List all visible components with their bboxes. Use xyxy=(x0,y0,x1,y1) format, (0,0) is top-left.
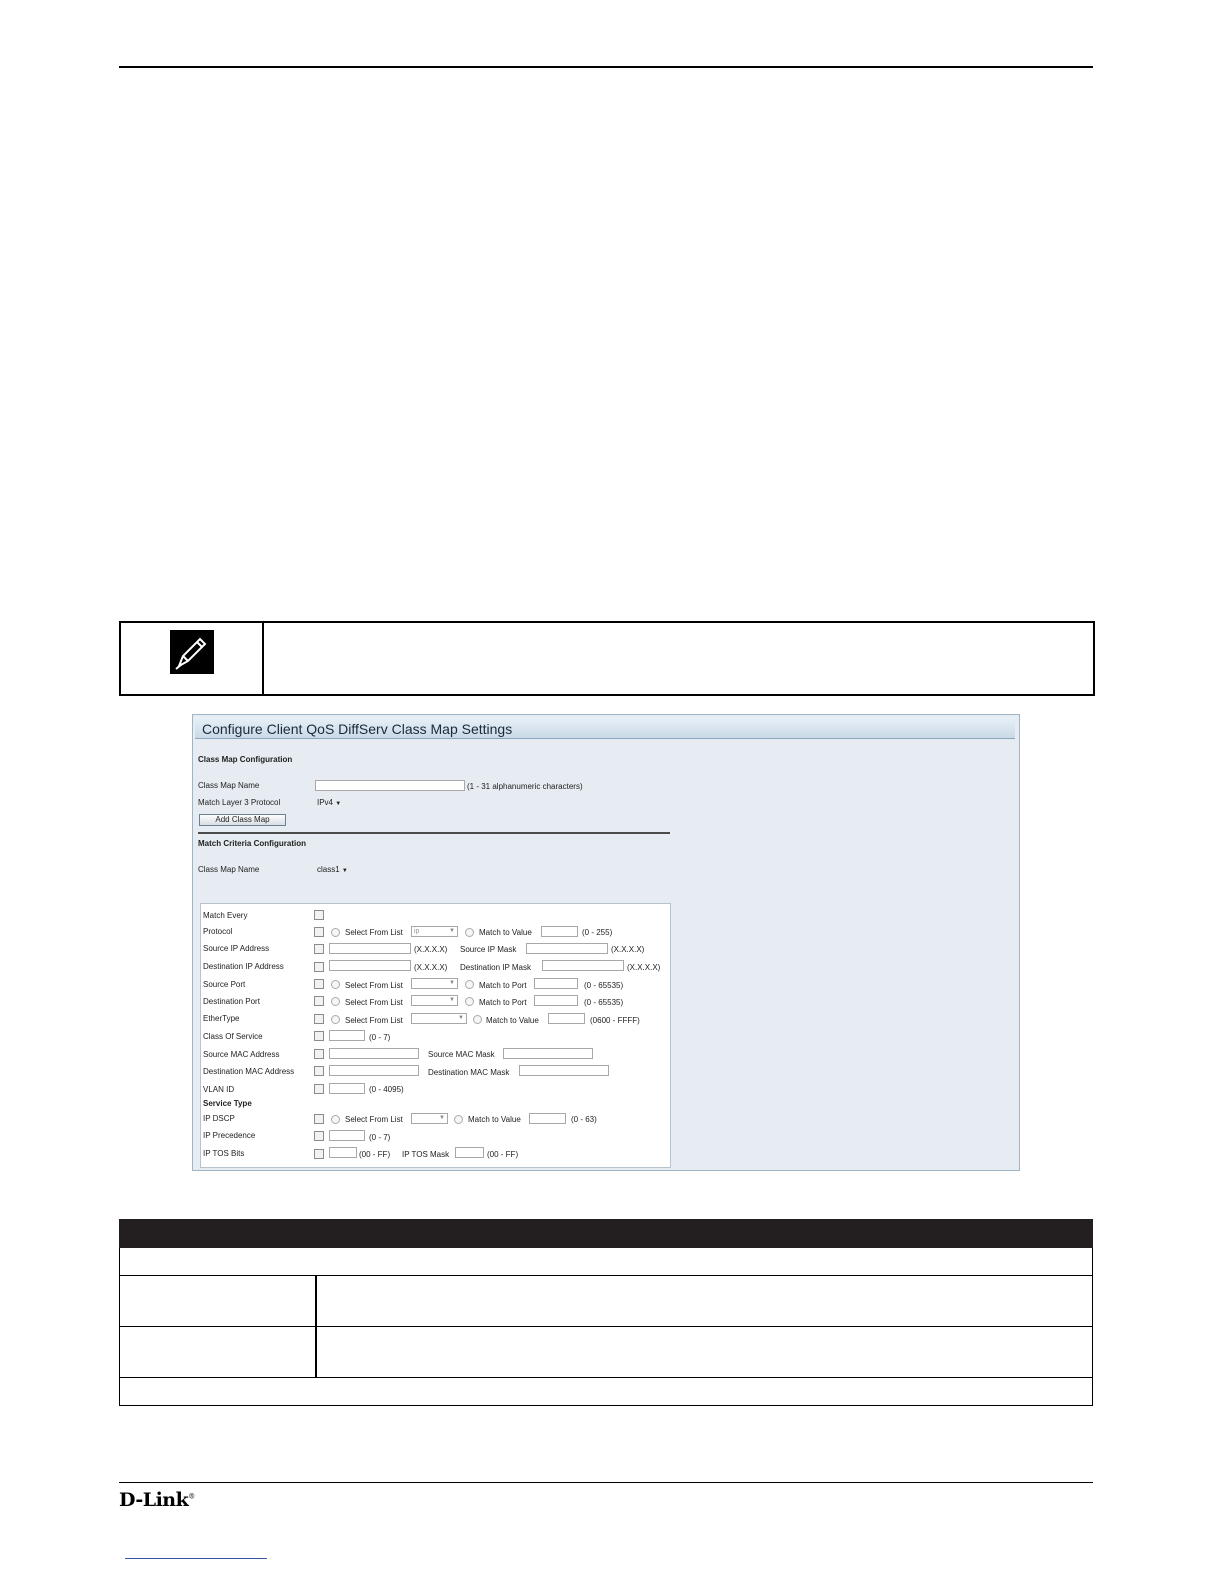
ip-precedence-checkbox[interactable] xyxy=(314,1131,324,1141)
ethertype-select-label: Select From List xyxy=(345,1016,403,1025)
ip-dscp-select-label: Select From List xyxy=(345,1115,403,1124)
ip-dscp-value-input[interactable] xyxy=(529,1113,566,1124)
table-row xyxy=(119,1327,1093,1378)
protocol-checkbox[interactable] xyxy=(314,927,324,937)
source-port-checkbox[interactable] xyxy=(314,979,324,989)
source-port-select-radio[interactable] xyxy=(331,980,340,989)
dest-port-list-select[interactable] xyxy=(411,995,458,1006)
ip-dscp-checkbox[interactable] xyxy=(314,1114,324,1124)
class-map-name-select[interactable] xyxy=(317,865,348,876)
dest-ip-mask-label: Destination IP Mask xyxy=(460,963,531,972)
class-of-service-range: (0 - 7) xyxy=(369,1033,391,1042)
dest-ip-mask-format: (X.X.X.X) xyxy=(627,963,661,972)
match-criteria-heading: Match Criteria Configuration xyxy=(198,839,307,848)
protocol-list-select[interactable] xyxy=(411,926,458,937)
match-class-map-name-label: Class Map Name xyxy=(198,865,260,874)
dest-mac-label: Destination MAC Address xyxy=(203,1067,295,1076)
header-rule xyxy=(119,66,1093,68)
protocol-match-value-label: Match to Value xyxy=(479,928,532,937)
source-ip-checkbox[interactable] xyxy=(314,944,324,954)
ethertype-label: EtherType xyxy=(203,1014,240,1023)
protocol-list-placeholder: ip xyxy=(414,928,420,935)
table-header-bar xyxy=(119,1219,1093,1248)
dest-mac-checkbox[interactable] xyxy=(314,1066,324,1076)
ethertype-value-input[interactable] xyxy=(548,1013,585,1024)
chevron-down-icon: ▼ xyxy=(335,801,342,807)
table-footer-row xyxy=(119,1378,1093,1406)
source-ip-mask-label: Source IP Mask xyxy=(460,945,517,954)
source-mac-checkbox[interactable] xyxy=(314,1049,324,1059)
dest-port-input[interactable] xyxy=(534,995,578,1006)
vlan-id-checkbox[interactable] xyxy=(314,1084,324,1094)
source-mac-mask-label: Source MAC Mask xyxy=(428,1050,495,1059)
ip-dscp-select-radio[interactable] xyxy=(331,1115,340,1124)
class-of-service-checkbox[interactable] xyxy=(314,1031,324,1041)
ip-dscp-list-select[interactable] xyxy=(411,1113,448,1124)
protocol-match-value-radio[interactable] xyxy=(465,928,474,937)
ethertype-match-radio[interactable] xyxy=(473,1015,482,1024)
dest-ip-mask-input[interactable] xyxy=(542,960,624,971)
ip-tos-bits-range: (00 - FF) xyxy=(359,1150,391,1159)
ip-precedence-range: (0 - 7) xyxy=(369,1133,391,1142)
source-ip-mask-format: (X.X.X.X) xyxy=(611,945,645,954)
class-map-name-input[interactable] xyxy=(315,780,465,791)
ip-precedence-input[interactable] xyxy=(329,1130,365,1141)
source-mac-mask-input[interactable] xyxy=(503,1048,593,1059)
ip-tos-mask-input[interactable] xyxy=(455,1147,484,1158)
link-underline[interactable] xyxy=(125,1558,267,1559)
pencil-note-icon xyxy=(170,630,214,674)
class-of-service-input[interactable] xyxy=(329,1030,365,1041)
footer-rule xyxy=(119,1482,1093,1483)
note-box xyxy=(119,621,1095,696)
source-mac-label: Source MAC Address xyxy=(203,1050,280,1059)
source-ip-label: Source IP Address xyxy=(203,944,270,953)
registered-mark: ® xyxy=(188,1492,195,1501)
dest-ip-format: (X.X.X.X) xyxy=(414,963,448,972)
source-port-list-select[interactable] xyxy=(411,978,458,989)
ip-tos-bits-checkbox[interactable] xyxy=(314,1149,324,1159)
table-column-divider xyxy=(315,1276,317,1326)
ip-dscp-label: IP DSCP xyxy=(203,1114,235,1123)
chevron-down-icon: ▼ xyxy=(458,1015,464,1021)
dest-ip-input[interactable] xyxy=(329,960,411,971)
match-every-checkbox[interactable] xyxy=(314,910,324,920)
dest-ip-checkbox[interactable] xyxy=(314,962,324,972)
table-row xyxy=(119,1276,1093,1327)
layer3-protocol-value: IPv4 xyxy=(317,798,334,807)
ip-dscp-match-radio[interactable] xyxy=(454,1115,463,1124)
ip-dscp-match-label: Match to Value xyxy=(468,1115,521,1124)
dest-port-label: Destination Port xyxy=(203,997,260,1006)
vlan-id-input[interactable] xyxy=(329,1083,365,1094)
chevron-down-icon: ▼ xyxy=(341,868,348,874)
layer3-protocol-select[interactable] xyxy=(317,798,341,809)
protocol-value-input[interactable] xyxy=(541,926,578,937)
ip-tos-mask-label: IP TOS Mask xyxy=(402,1150,450,1159)
source-port-label: Source Port xyxy=(203,980,246,989)
dest-mac-input[interactable] xyxy=(329,1065,419,1076)
dest-ip-label: Destination IP Address xyxy=(203,962,284,971)
source-port-input[interactable] xyxy=(534,978,578,989)
ip-precedence-label: IP Precedence xyxy=(203,1131,256,1140)
source-port-match-radio[interactable] xyxy=(465,980,474,989)
dest-port-select-radio[interactable] xyxy=(331,997,340,1006)
chevron-down-icon: ▼ xyxy=(439,1115,445,1121)
source-ip-mask-input[interactable] xyxy=(526,943,608,954)
chevron-down-icon: ▼ xyxy=(449,997,455,1003)
chevron-down-icon: ▼ xyxy=(449,928,455,934)
dest-port-match-label: Match to Port xyxy=(479,998,527,1007)
class-map-name-hint: (1 - 31 alphanumeric characters) xyxy=(467,782,583,791)
add-class-map-button[interactable]: Add Class Map xyxy=(199,814,286,826)
service-type-heading: Service Type xyxy=(203,1099,252,1108)
source-ip-input[interactable] xyxy=(329,943,411,954)
class-map-name-label: Class Map Name xyxy=(198,781,260,790)
dest-port-checkbox[interactable] xyxy=(314,996,324,1006)
ethertype-select-radio[interactable] xyxy=(331,1015,340,1024)
dest-port-range: (0 - 65535) xyxy=(584,998,624,1007)
ip-tos-mask-range: (00 - FF) xyxy=(487,1150,519,1159)
source-ip-format: (X.X.X.X) xyxy=(414,945,448,954)
chevron-down-icon: ▼ xyxy=(449,980,455,986)
source-mac-input[interactable] xyxy=(329,1048,419,1059)
ethertype-range: (0600 - FFFF) xyxy=(590,1016,640,1025)
ip-dscp-range: (0 - 63) xyxy=(571,1115,597,1124)
match-layer3-protocol-label: Match Layer 3 Protocol xyxy=(198,798,281,807)
section-separator xyxy=(198,832,670,834)
protocol-label: Protocol xyxy=(203,927,233,936)
ethertype-match-label: Match to Value xyxy=(486,1016,539,1025)
dest-port-match-radio[interactable] xyxy=(465,997,474,1006)
dest-mac-mask-label: Destination MAC Mask xyxy=(428,1068,510,1077)
ip-tos-bits-input[interactable] xyxy=(329,1147,357,1158)
panel-title: Configure Client QoS DiffServ Class Map Settings xyxy=(195,717,1015,739)
class-map-name-value: class1 xyxy=(317,865,340,874)
class-of-service-label: Class Of Service xyxy=(203,1032,263,1041)
class-map-config-heading: Class Map Configuration xyxy=(198,755,293,764)
source-port-select-label: Select From List xyxy=(345,981,403,990)
vlan-id-label: VLAN ID xyxy=(203,1085,235,1094)
dest-port-select-label: Select From List xyxy=(345,998,403,1007)
dest-mac-mask-input[interactable] xyxy=(519,1065,609,1076)
dlink-logo-text: D-Link xyxy=(119,1489,189,1511)
dlink-logo xyxy=(119,1489,195,1511)
ip-tos-bits-label: IP TOS Bits xyxy=(203,1149,245,1158)
source-port-match-label: Match to Port xyxy=(479,981,527,990)
screenshot-panel xyxy=(192,714,1020,1171)
match-every-label: Match Every xyxy=(203,911,248,920)
vlan-id-range: (0 - 4095) xyxy=(369,1085,404,1094)
protocol-range: (0 - 255) xyxy=(582,928,613,937)
source-port-range: (0 - 65535) xyxy=(584,981,624,990)
protocol-select-from-list-label: Select From List xyxy=(345,928,403,937)
protocol-select-from-list-radio[interactable] xyxy=(331,928,340,937)
note-divider xyxy=(262,623,264,694)
table-section-row xyxy=(119,1248,1093,1276)
ethertype-list-select[interactable] xyxy=(411,1013,467,1024)
table-column-divider xyxy=(315,1327,317,1377)
ethertype-checkbox[interactable] xyxy=(314,1014,324,1024)
